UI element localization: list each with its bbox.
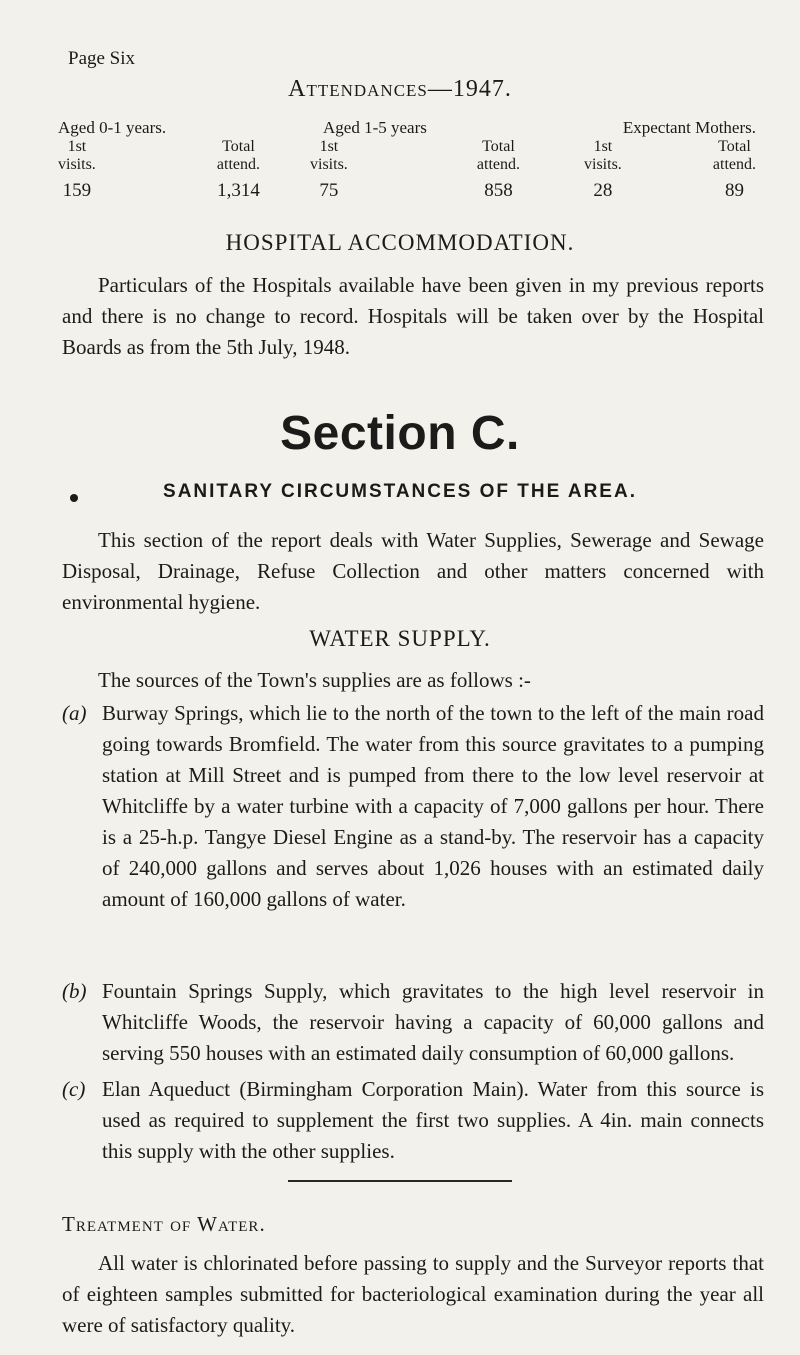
column-header-line: Total <box>718 138 751 155</box>
section-subtitle: SANITARY CIRCUMSTANCES OF THE AREA. <box>163 481 637 502</box>
item-label: (c) <box>62 1077 86 1101</box>
water-supply-intro: The sources of the Town's supplies are as follows :- <box>98 668 531 692</box>
column-header-line: visits. <box>58 156 96 173</box>
column-header <box>217 138 260 174</box>
column-header-line: visits. <box>310 156 348 173</box>
first-visits-value: 28 <box>593 180 613 201</box>
attendance-group-aged-1-5 <box>310 118 520 202</box>
water-source-item-b <box>62 976 764 1069</box>
section-intro-paragraph: This section of the report deals with Water Supplies, Sewerage and Sewage Disposal, Drainage, Refuse Collection and other matters concerned with environmental hygiene. <box>62 528 764 614</box>
attendance-group-aged-0-1 <box>58 118 260 202</box>
attendance-group-expectant-mothers <box>584 118 756 202</box>
item-text: Burway Springs, which lie to the north of the town to the left of the main road going towards Bromfield. The water from this source gravitates to a pumping station at Mill Street and is pumped from there to the low level reservoir at Whitcliffe by a water turbine with a capacity of 7,000 gallons per hour. There is a 25-h.p. Tangye Diesel Engine as a stand-by. The reservoir has a capacity of 240,000 gallons and serves about 1,026 houses with an estimated daily amount of 160,000 gallons of water. <box>102 701 764 911</box>
hospital-heading: HOSPITAL ACCOMMODATION. <box>225 230 575 255</box>
total-attend-column <box>713 138 756 202</box>
column-header-line: attend. <box>476 156 520 173</box>
total-attend-value: 89 <box>724 180 744 201</box>
first-visits-value: 159 <box>62 180 92 201</box>
attendance-group-name: Aged 0-1 years. <box>58 118 167 137</box>
total-attend-value: 858 <box>484 180 513 201</box>
attendance-group-name: Expectant Mothers. <box>622 118 756 137</box>
item-label: (a) <box>62 701 87 725</box>
first-visits-column <box>310 138 348 202</box>
attendances-title: Attendances—1947. <box>288 76 512 102</box>
first-visits-value: 75 <box>319 180 339 201</box>
treatment-heading: Treatment of Water. <box>62 1212 266 1236</box>
hospital-paragraph: Particulars of the Hospitals available have been given in my previous reports and there is no change to record. Hospitals will be taken over by the Hospital Boards as from the 5th July, 1948. <box>62 273 764 359</box>
first-visits-column <box>584 138 622 202</box>
column-header-line: 1st <box>593 138 613 155</box>
total-attend-value: 1,314 <box>217 180 260 201</box>
column-header-line: 1st <box>67 138 87 155</box>
divider-rule <box>288 1180 512 1182</box>
column-header <box>58 138 96 174</box>
column-header-line: attend. <box>712 156 756 173</box>
column-header-line: Total <box>482 138 515 155</box>
column-header <box>584 138 622 174</box>
item-text: Elan Aqueduct (Birmingham Corporation Main). Water from this source is used as required to supplement the first two supplies. A 4in. main connects this supply with the other supplies. <box>102 1077 764 1163</box>
treatment-paragraph: All water is chlorinated before passing to supply and the Surveyor reports that of eighteen samples submitted for bacteriological examination during the year all were of satisfactory quality. <box>62 1251 764 1337</box>
page-number: Page Six <box>68 48 136 69</box>
section-title: Section C. <box>280 407 520 460</box>
attendance-group-name: Aged 1-5 years <box>323 118 427 137</box>
column-header <box>713 138 756 174</box>
column-header <box>477 138 520 174</box>
column-header <box>310 138 348 174</box>
water-source-item-c <box>62 1074 764 1167</box>
water-supply-heading: WATER SUPPLY. <box>309 626 491 651</box>
column-header-line: 1st <box>319 138 339 155</box>
column-header-line: visits. <box>584 156 622 173</box>
total-attend-column <box>217 138 260 202</box>
column-header-line: Total <box>222 138 255 155</box>
total-attend-column <box>477 138 520 202</box>
item-label: (b) <box>62 979 87 1003</box>
first-visits-column <box>58 138 96 202</box>
water-source-item-a <box>62 698 764 915</box>
item-text: Fountain Springs Supply, which gravitates to the high level reservoir in Whitcliffe Woods, the reservoir having a capacity of 60,000 gallons and serving 550 houses with an estimated daily consumption of 60,000 gallons. <box>102 979 764 1065</box>
column-header-line: attend. <box>216 156 260 173</box>
